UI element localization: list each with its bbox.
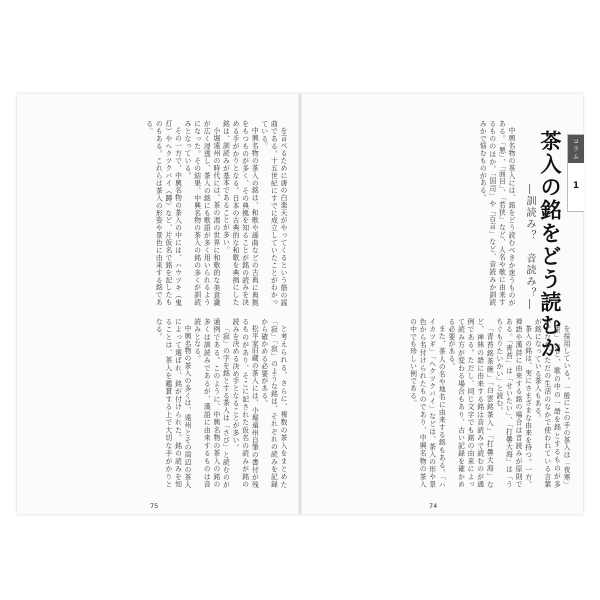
paragraph: を言べるために唐の白楽天がやってくるという筋の謡曲である。十五世紀にすでに成立していたことがわかっている。 <box>259 120 287 306</box>
paragraph: を採用している。一般にこの手の茶入は「夜寒」「蛍」など、歌の中の一語を銘とするものが多い。なお、ただの生活のなかで使われている言葉が銘になっている茶入もある。 <box>533 318 570 488</box>
paragraph: 中興名物の茶入には、銘をどう読むべきか迷うものがある。「悪」、「面目」、「若狭」など、人名や歌に由来するもののほか、「国司」や「百言」など、音読みか訓読みかで悩むものがある。 <box>478 120 515 306</box>
page-number-left: 75 <box>150 502 159 510</box>
paragraph: 松平家旧蔵の茶入には、小堀遠州自筆の書付が残るものがあり、そこに記された仮名の読みが銘の読みを決める決め手となることが多い。 <box>231 318 259 488</box>
paragraph: 中興名物の茶入の銘は、和歌や謡曲などの古典に典拠をもつものが多く、その典拠を知ることが銘の読みを決める手がかりとなる。日本の古典的な和歌を典拠にした銘は、訓読みが基本であることが多い。 <box>221 120 259 306</box>
column-subtitle: ―訓読み？ 音読み？― <box>524 184 535 311</box>
left-upper-text <box>35 120 287 306</box>
column-number: 1 <box>572 181 580 191</box>
left-lower-text <box>35 318 287 488</box>
column-tab <box>567 134 584 212</box>
paragraph: 茶入の銘は、実にさまざまな由来を持つ。一方、禅語や漢詩に由来する銘の場合は音読みが原則である。「青苔」は「せいたい」、「打曇大海」は「うちぐもりたいかい」と読む。 <box>494 318 532 488</box>
column-title: 茶入の銘をどう読むか <box>538 130 563 360</box>
paragraph: 「寂」の字を銘とする茶入は「さび」と読むのが通例である。このように、中興名物の茶入の銘の多くは訓読みであるが、漢語に由来するものは音読みとなる。 <box>192 318 230 488</box>
right-lower-text <box>320 318 570 488</box>
paragraph: 「青苔銘茶碗」「白雲銘茶入」「打曇大海」など、禅林の語に由来する銘は音読みで読むのが通例である。ただし、同じ文字でも銘の由来によって読み方が変わる場合もあり、古い記録を確かめる必要がある。 <box>446 318 494 488</box>
paragraph: また、茶人の名や地名に由来する銘もある。「ハイカツギ」「ヘクツクバイ」などは、茶入の形や景色から名付けられたものであり、中興名物の茶入の中でも珍しい例である。 <box>408 318 446 488</box>
gutter <box>298 94 302 514</box>
column-label: コラム <box>568 135 584 163</box>
paragraph: と考えられる。さらに、複数の茶入をまとめた「寂」「寂」のような銘は、それぞれの読みを記録から確かめる必要がある。 <box>259 318 287 488</box>
paragraph: 中興名物の茶入の多くは、遠州とその周辺の茶人によって選ばれ、銘が付けられた。銘の読みを知ることは、茶入を鑑賞する上で大切な手がかりとなる。 <box>154 318 192 488</box>
paragraph: その一方で、中興名物の茶入の中には、ハウツキ（鬼灯）やヘクツクバイ（蹲）など、片仮名で銘を記したものもある。これらは茶入の形姿や景色に由来する銘である。 <box>144 120 182 306</box>
page-number-right: 74 <box>429 502 438 510</box>
right-upper-text <box>320 120 515 306</box>
book-spread <box>17 94 583 514</box>
paragraph: 小堀遠州の時代には、茶の湯の世界に和歌的な美意識が広く浸透し、茶入の銘にも歌語が多く用いられるようになった。その結果、中興名物の茶入の銘の多くが訓読みとなっている。 <box>183 120 220 306</box>
